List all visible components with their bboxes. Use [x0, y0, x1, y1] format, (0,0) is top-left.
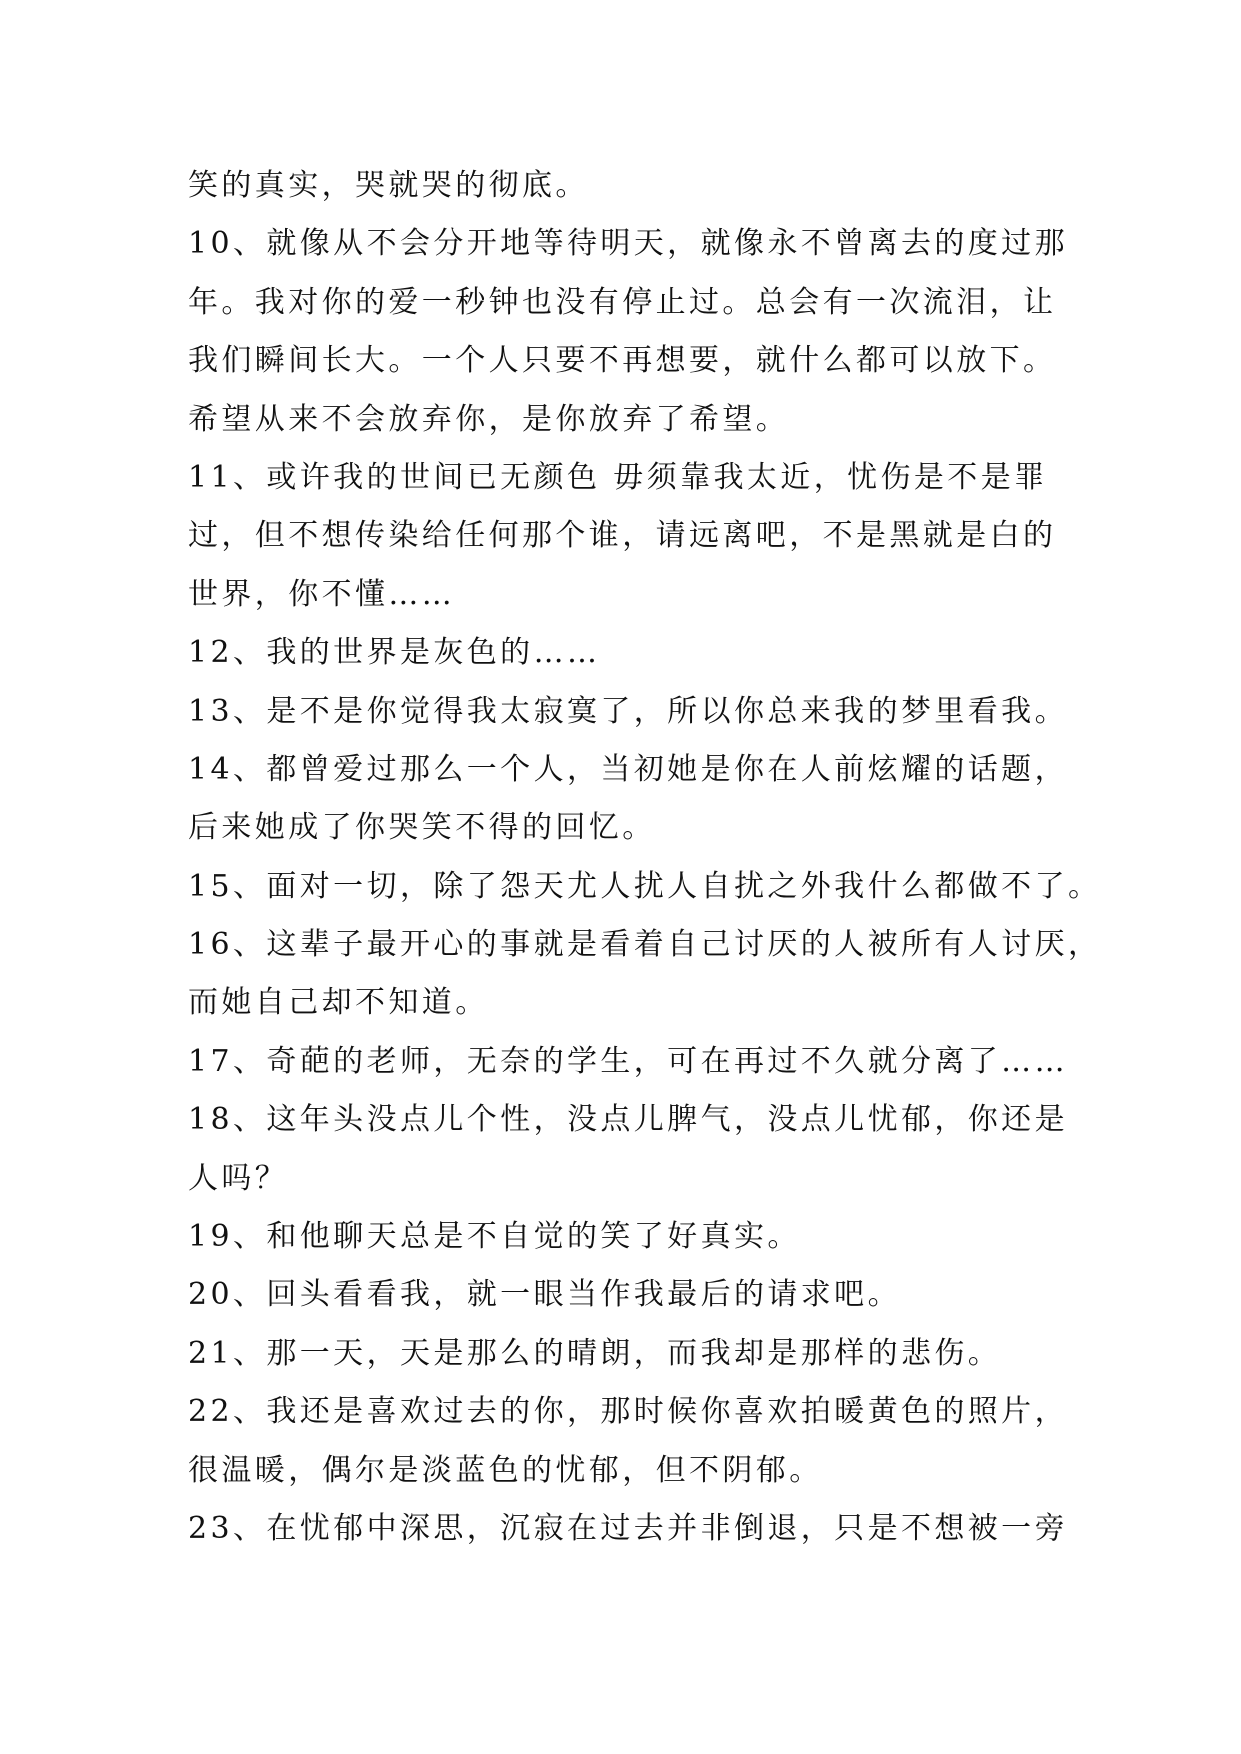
text-line: 10、就像从不会分开地等待明天，就像永不曾离去的度过那 — [188, 226, 1068, 262]
text-line: 19、和他聊天总是不自觉的笑了好真实。 — [188, 1219, 801, 1255]
text-line: 11、或许我的世间已无颜色 毋须靠我太近，忧伤是不是罪 — [188, 459, 1048, 495]
document-body — [188, 157, 1102, 1558]
text-line: 18、这年头没点儿个性，没点儿脾气，没点儿忧郁，你还是 — [188, 1102, 1068, 1138]
text-line: 人吗？ — [188, 1160, 289, 1196]
text-line: 20、回头看看我，就一眼当作我最后的请求吧。 — [188, 1277, 901, 1313]
text-line: 16、这辈子最开心的事就是看着自己讨厌的人被所有人讨厌， — [188, 927, 1102, 963]
text-line: 年。我对你的爱一秒钟也没有停止过。总会有一次流泪，让 — [188, 284, 1057, 320]
text-line: 23、在忧郁中深思，沉寂在过去并非倒退，只是不想被一旁 — [188, 1510, 1068, 1546]
text-line: 而她自己却不知道。 — [188, 985, 489, 1021]
text-line: 21、那一天，天是那么的晴朗，而我却是那样的悲伤。 — [188, 1335, 1002, 1371]
text-line: 后来她成了你哭笑不得的回忆。 — [188, 810, 656, 846]
text-line: 希望从来不会放弃你，是你放弃了希望。 — [188, 401, 790, 437]
text-line: 14、都曾爱过那么一个人，当初她是你在人前炫耀的话题， — [188, 751, 1068, 787]
text-line: 世界，你不懂…… — [188, 576, 456, 612]
text-line: 13、是不是你觉得我太寂寞了，所以你总来我的梦里看我。 — [188, 693, 1068, 729]
text-line: 过，但不想传染给任何那个谁，请远离吧，不是黑就是白的 — [188, 518, 1057, 554]
text-line: 12、我的世界是灰色的…… — [188, 635, 601, 671]
text-line: 很温暖，偶尔是淡蓝色的忧郁，但不阴郁。 — [188, 1452, 823, 1488]
text-line: 15、面对一切，除了怨天尤人扰人自扰之外我什么都做不了。 — [188, 868, 1102, 904]
text-line: 17、奇葩的老师，无奈的学生，可在再过不久就分离了…… — [188, 1043, 1068, 1079]
text-line: 22、我还是喜欢过去的你，那时候你喜欢拍暖黄色的照片， — [188, 1394, 1068, 1430]
text-line: 笑的真实，哭就哭的彻底。 — [188, 168, 589, 203]
text-line: 我们瞬间长大。一个人只要不再想要，就什么都可以放下。 — [188, 343, 1057, 379]
